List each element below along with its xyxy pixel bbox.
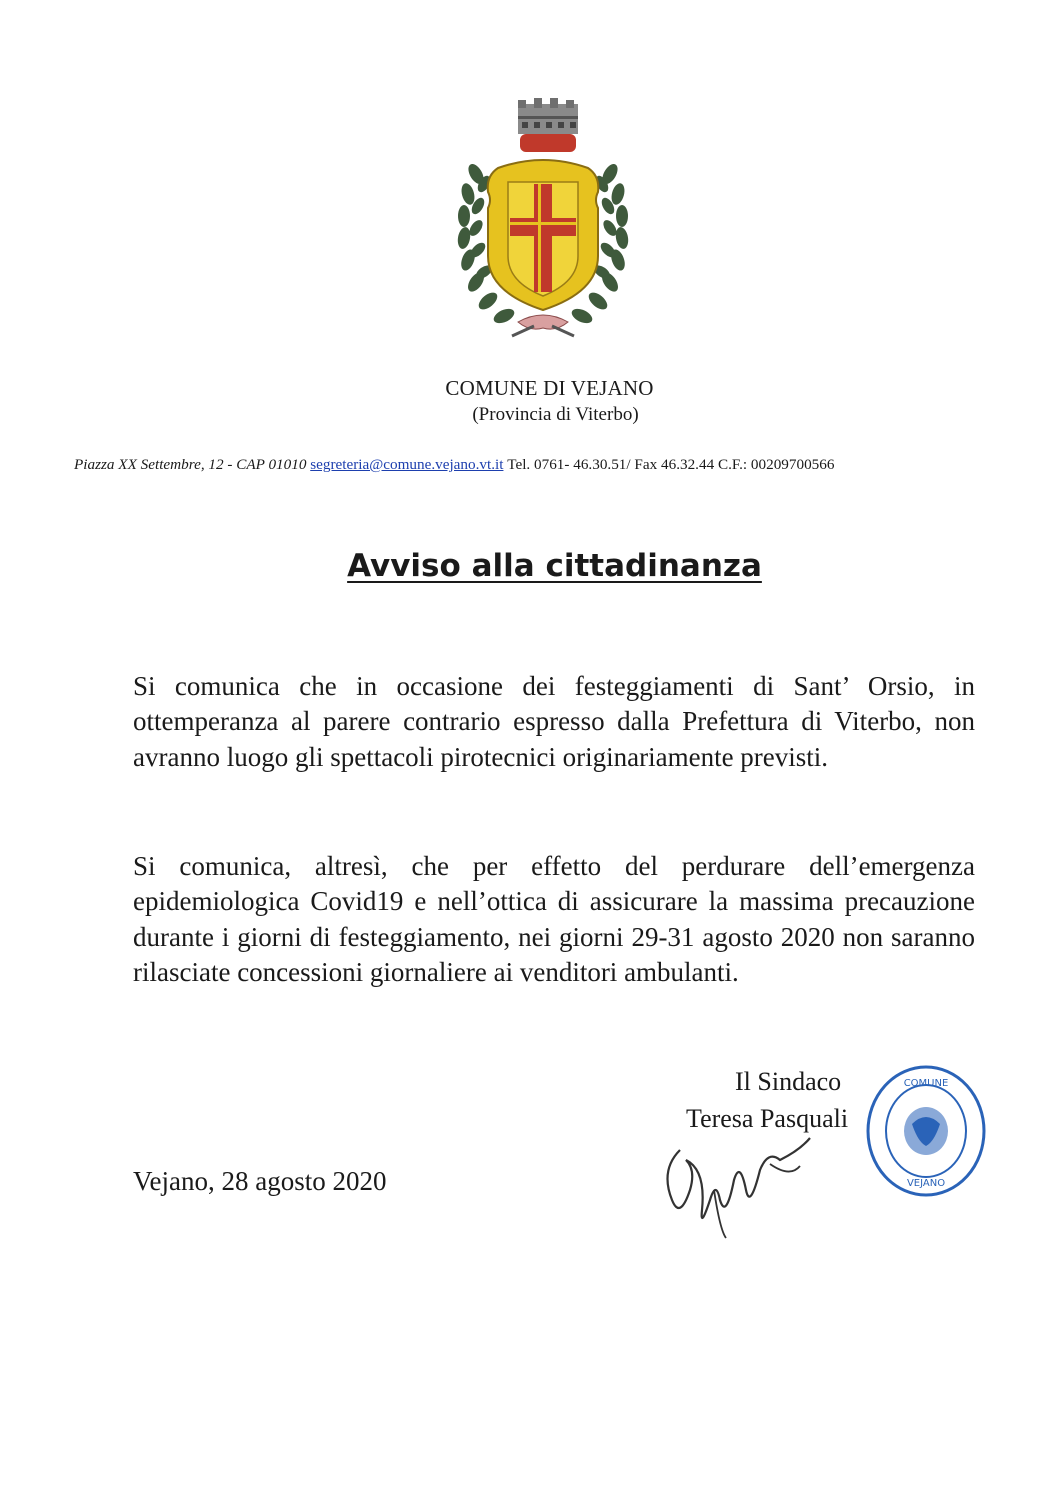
- notice-title: Avviso alla cittadinanza: [347, 548, 762, 584]
- org-name: COMUNE DI VEJANO: [445, 376, 654, 400]
- mayor-title: Il Sindaco: [735, 1067, 842, 1096]
- coat-of-arms-icon: [448, 96, 638, 364]
- crown-icon: [518, 98, 578, 152]
- official-stamp-icon: [864, 1062, 988, 1200]
- phone-fax-text: Tel. 0761- 46.30.51/ Fax 46.32.44 C.F.: 00209700566: [507, 456, 835, 473]
- notice-paragraph-1: Si comunica che in occasione dei festeggiamenti di Sant’ Orsio, in ottemperanza al parere contrario espresso dalla Prefettura di Viterbo, non avranno luogo gli spettacoli pirotecnici originariamente previsti.: [133, 671, 975, 772]
- place-date: Vejano, 28 agosto 2020: [133, 1166, 387, 1196]
- svg-text:COMUNE: COMUNE: [903, 1078, 949, 1089]
- mayor-name: Teresa Pasquali: [686, 1104, 849, 1133]
- org-province: (Provincia di Viterbo): [472, 404, 639, 425]
- contact-line: [74, 456, 994, 474]
- email-link[interactable]: segreteria@comune.vejano.vt.it: [310, 456, 504, 473]
- address-text: Piazza XX Settembre, 12 - CAP 01010: [74, 456, 307, 473]
- signature-icon: [650, 1130, 830, 1240]
- svg-text:VEJANO: VEJANO: [906, 1178, 946, 1189]
- notice-paragraph-2: Si comunica, altresì, che per effetto del perdurare dell’emergenza epidemiologica Covid19 e nell’ottica di assicurare la massima precauzione durante i giorni di festeggiamento, nei giorni 29-31 agosto 2020 non saranno rilasciate concessioni giornaliere ai venditori ambulanti.: [133, 851, 975, 987]
